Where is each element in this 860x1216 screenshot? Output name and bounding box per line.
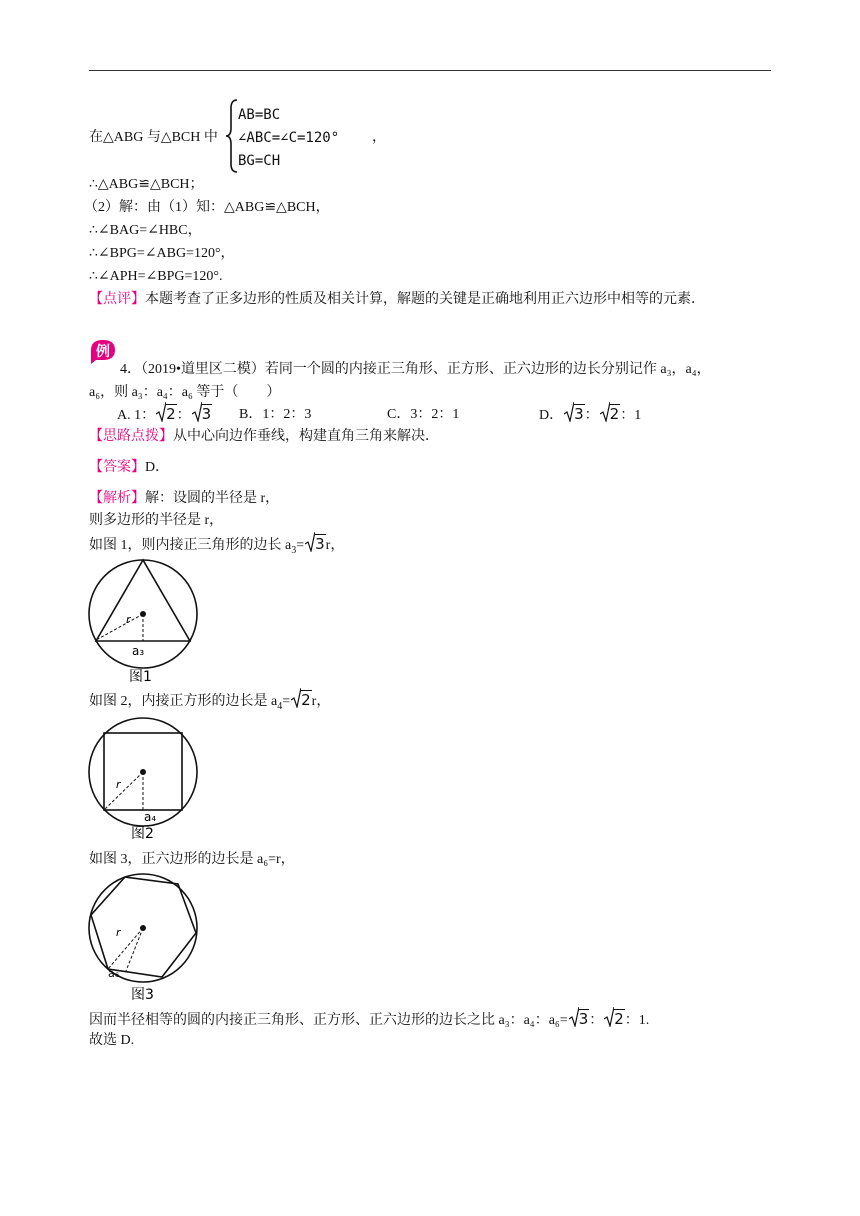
- proof-line-4: ∴∠BPG=∠ABG=120°，: [89, 246, 235, 261]
- option-d: D． 3： 2：1: [539, 405, 641, 425]
- system-eq-1: AB=BC: [238, 107, 281, 123]
- fig3-intro: 如图 3，正六边形的边长是 a₆=r，: [89, 852, 295, 867]
- analysis-tag: 【解析】: [89, 491, 145, 506]
- fig1-side-label: a₃: [132, 644, 145, 658]
- answer-tag: 【答案】: [89, 460, 145, 475]
- answer-line: [89, 459, 169, 477]
- sqrt-symbol: 3: [569, 1010, 590, 1030]
- system-eq-2: ∠ABC=∠C=120°: [238, 130, 340, 146]
- hint-text: 从中心向边作垂线，构建直角三角来解决．: [173, 429, 439, 444]
- figure-2: [86, 715, 202, 845]
- proof-line-1: ∴△ABG≌△BCH；: [89, 177, 204, 192]
- analysis-text-1: 解：设圆的半径是 r，: [145, 491, 280, 506]
- hint-tag: 【思路点拨】: [89, 429, 173, 444]
- question-line-1: 4．（2019•道里区二模）若同一个圆的内接正三角形、正方形、正六边形的边长分别记作 a₃，a₄，: [120, 362, 711, 377]
- fig2-center: [140, 769, 146, 775]
- fig1-r-label: r: [126, 613, 131, 626]
- answer-text: D．: [145, 460, 170, 475]
- example-badge: [88, 338, 118, 366]
- system-suffix: ，: [372, 130, 386, 145]
- option-a: A. 1： 2： 3: [117, 405, 212, 425]
- figure-3: [86, 870, 202, 1005]
- sqrt-symbol: 2: [604, 1010, 625, 1030]
- proof-line-5: ∴∠APH=∠BPG=120°.: [89, 269, 223, 284]
- sqrt-symbol: 3: [192, 405, 213, 425]
- fig3-center: [140, 925, 146, 931]
- proof-line-2: （2）解：由（1）知：△ABG≌△BCH，: [84, 200, 330, 215]
- fig2-caption: 图2: [131, 826, 154, 842]
- fig3-r-label: r: [116, 926, 121, 939]
- hint-line: [89, 428, 439, 446]
- proof-intro: 在△ABG 与△BCH 中: [89, 130, 218, 145]
- option-c: C．3：2：1: [387, 407, 460, 422]
- final-line: 故选 D.: [89, 1033, 135, 1048]
- analysis-line-2: 则多边形的半径是 r，: [89, 513, 224, 528]
- option-b: B．1：2：3: [239, 407, 312, 422]
- conclusion-line: 因而半径相等的圆的内接正三角形、正方形、正六边形的边长之比 a₃：a₄：a₆= 3： 2：1.: [89, 1010, 649, 1030]
- proof-line-3: ∴∠BAG=∠HBC，: [89, 223, 202, 238]
- sqrt-symbol: 2: [156, 405, 177, 425]
- fig1-caption: 图1: [129, 669, 152, 685]
- sqrt-symbol: 2: [291, 691, 312, 711]
- example-badge-label: 例: [96, 344, 110, 360]
- comment-text: 本题考查了正多边形的性质及相关计算，解题的关键是正确地利用正六边形中相等的元素．: [145, 292, 705, 307]
- sqrt-symbol: 2: [600, 405, 621, 425]
- fig2-side-label: a₄: [144, 810, 157, 824]
- fig2-radius: [105, 772, 143, 809]
- fig3-radius: [108, 928, 143, 969]
- fig3-apothem: [126, 928, 143, 971]
- fig3-side-label: a₆: [108, 967, 120, 980]
- equation-system: [238, 104, 339, 173]
- fig3-caption: 图3: [131, 987, 154, 1003]
- system-eq-3: BG=CH: [238, 153, 281, 169]
- sqrt-symbol: 3: [564, 405, 585, 425]
- figure-1: [86, 557, 202, 687]
- fig2-r-label: r: [116, 778, 121, 791]
- question-line-2: a₆，则 a₃：a₄：a₆ 等于（ ）: [89, 385, 281, 400]
- fig2-intro: 如图 2，内接正方形的边长是 $a_4=$ 2r，: [89, 691, 330, 716]
- analysis-line: [89, 490, 279, 508]
- comment-line: [89, 291, 705, 309]
- sqrt-symbol: 3: [305, 535, 326, 555]
- header-rule: [89, 70, 771, 71]
- fig1-intro: 如图 1，则内接正三角形的边长 $a_3=$ 3r，: [89, 535, 344, 560]
- fig1-center: [140, 611, 146, 617]
- comment-tag: 【点评】: [89, 292, 145, 307]
